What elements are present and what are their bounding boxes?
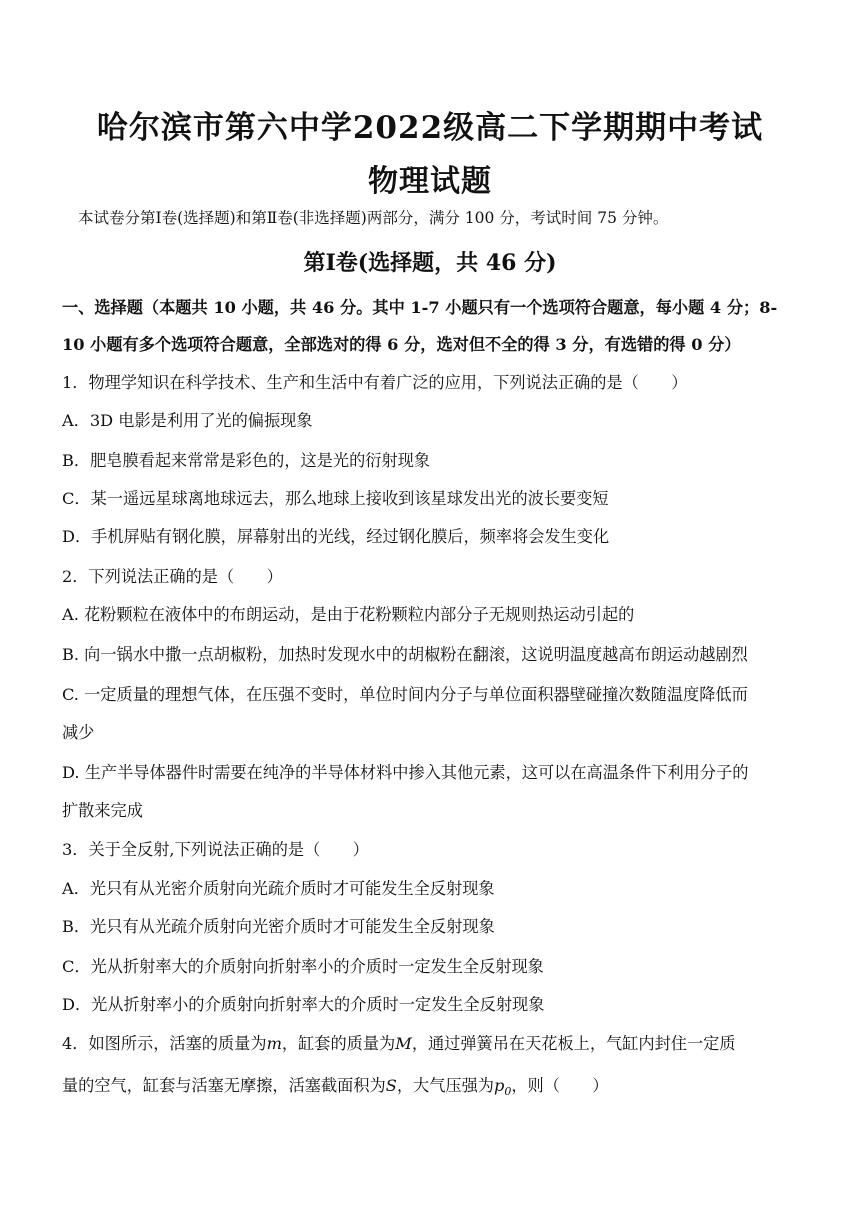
question-3-option-d: D．光从折射率小的介质射向折射率大的介质时一定发生全反射现象 [62,995,545,1014]
question-4-text-1: 4．如图所示，活塞的质量为 [62,1034,267,1053]
question-1-option-b: B．肥皂膜看起来常常是彩色的，这是光的衍射现象 [62,451,431,470]
question-4-text-4: 量的空气，缸套与活塞无摩擦，活塞截面积为 [62,1076,386,1095]
question-4-text-5: ，大气压强为 [396,1076,494,1095]
question-2-option-c: C. 一定质量的理想气体，在压强不变时，单位时间内分子与单位面积器壁碰撞次数随温度降低而 [62,685,748,704]
mass-m-symbol: m [266,1034,282,1053]
area-S-symbol: S [385,1076,397,1095]
question-2-option-a: A. 花粉颗粒在液体中的布朗运动，是由于花粉颗粒内部分子无规则热运动引起的 [62,605,635,624]
question-2-option-d: D. 生产半导体器件时需要在纯净的半导体材料中掺入其他元素，这可以在高温条件下利用分子的 [62,763,749,782]
question-1-stem: 1．物理学知识在科学技术、生产和生活中有着广泛的应用，下列说法正确的是（ ） [62,373,688,392]
question-2-stem: 2．下列说法正确的是（ ） [62,567,283,586]
question-2-option-d-cont: 扩散来完成 [62,801,143,820]
section-heading: 第Ⅰ卷(选择题，共 46 分) [303,250,557,276]
pressure-subscript: 0 [504,1085,512,1099]
exam-intro: 本试卷分第Ⅰ卷(选择题)和第Ⅱ卷(非选择题)两部分，满分 100 分，考试时间 75 分钟。 [78,209,669,227]
question-4-text-6: ，则（ ） [511,1076,609,1095]
mass-M-symbol: M [395,1034,412,1053]
exam-title: 哈尔滨市第六中学2022级高二下学期期中考试 [96,110,764,146]
question-2-option-c-cont: 减少 [62,723,95,742]
question-2-option-b: B. 向一锅水中撒一点胡椒粉，加热时发现水中的胡椒粉在翻滚，这说明温度越高布朗运动越剧烈 [62,645,748,664]
question-3-option-a: A．光只有从光密介质射向光疏介质时才可能发生全反射现象 [62,879,495,898]
question-1-option-a: A．3D 电影是利用了光的偏振现象 [62,411,313,430]
section-instructions-line1: 一、选择题（本题共 10 小题，共 46 分。其中 1-7 小题只有一个选项符合题意，每小题 4 分；8- [62,298,778,317]
pressure-p-letter: p [493,1076,505,1095]
pressure-p0-symbol [493,1076,512,1099]
question-4-stem-line1 [62,1033,736,1055]
question-4-text-3: ，通过弹簧吊在天花板上，气缸内封住一定质 [411,1034,736,1053]
question-4-stem-line2 [62,1075,608,1103]
exam-subject-title: 物理试题 [368,164,492,199]
question-3-stem: 3．关于全反射,下列说法正确的是（ ） [62,840,369,859]
section-instructions-line2: 10 小题有多个选项符合题意，全部选对的得 6 分，选对但不全的得 3 分，有选错的得 0 分） [62,335,741,354]
question-3-option-c: C．光从折射率大的介质射向折射率小的介质时一定发生全反射现象 [62,957,544,976]
question-1-option-c: C．某一遥远星球离地球远去，那么地球上接收到该星球发出光的波长要变短 [62,489,609,508]
question-3-option-b: B．光只有从光疏介质射向光密介质时才可能发生全反射现象 [62,917,495,936]
question-1-option-d: D．手机屏贴有钢化膜，屏幕射出的光线，经过钢化膜后，频率将会发生变化 [62,527,610,546]
question-4-text-2: ，缸套的质量为 [281,1034,396,1053]
